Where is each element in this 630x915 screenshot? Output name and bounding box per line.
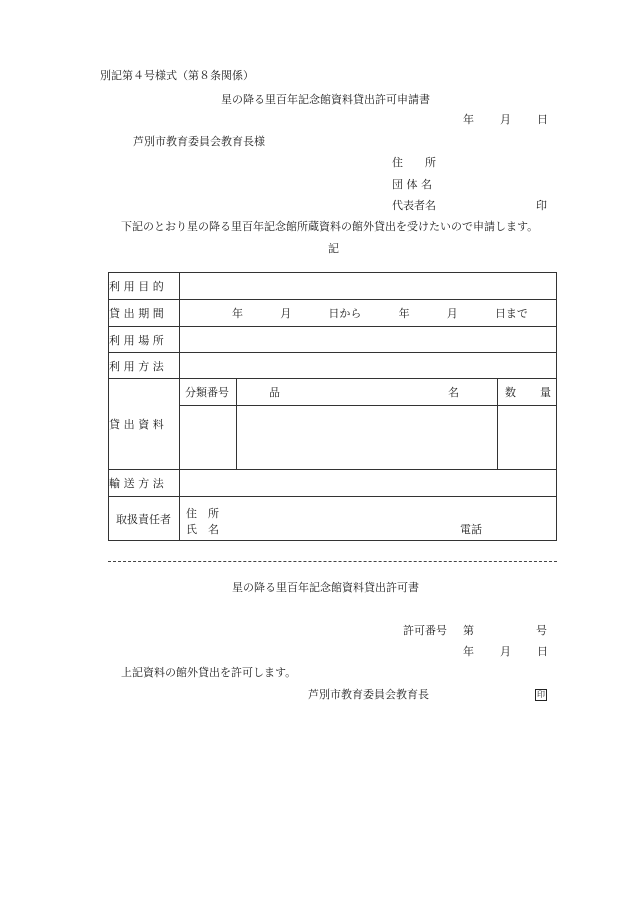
row-place bbox=[109, 327, 557, 353]
materials-code-field[interactable] bbox=[180, 406, 237, 469]
period-end-day: 日まで bbox=[494, 307, 528, 320]
period-start-month: 月 bbox=[280, 307, 292, 320]
period-end-month: 月 bbox=[446, 307, 458, 320]
applicant-rep-label: 代表者名 bbox=[392, 199, 436, 212]
permit-date-month: 月 bbox=[500, 645, 511, 658]
date-day: 日 bbox=[537, 113, 548, 126]
row-method bbox=[109, 353, 557, 379]
responsible-name-label: 氏 名 bbox=[186, 523, 219, 536]
phone-label: 電話 bbox=[460, 523, 482, 536]
form-number: 別記第４号様式（第８条関係） bbox=[100, 69, 254, 82]
addressee: 芦別市教育委員会教育長様 bbox=[133, 135, 265, 148]
date-year: 年 bbox=[463, 113, 474, 126]
row-purpose bbox=[109, 273, 557, 300]
transport-label: 輸送方法 bbox=[109, 470, 180, 497]
period-start-day: 日から bbox=[328, 307, 362, 320]
permit-number-suffix: 号 bbox=[536, 624, 547, 637]
row-period bbox=[109, 300, 557, 327]
period-field[interactable] bbox=[180, 300, 557, 327]
purpose-label: 利用目的 bbox=[109, 273, 180, 300]
permit-seal-icon bbox=[535, 688, 547, 701]
place-label: 利用場所 bbox=[109, 327, 180, 353]
permit-date-year: 年 bbox=[463, 645, 474, 658]
permit-seal: 印 bbox=[537, 690, 545, 699]
place-field[interactable] bbox=[180, 327, 557, 353]
materials-qty-header-1: 数 bbox=[505, 386, 516, 399]
permit-date-day: 日 bbox=[537, 645, 548, 658]
method-label: 利用方法 bbox=[109, 353, 180, 379]
materials-code-header: 分類番号 bbox=[180, 379, 237, 405]
responsible-address-label: 住 所 bbox=[186, 507, 219, 520]
applicant-seal: 印 bbox=[536, 199, 547, 212]
permit-title: 星の降る里百年記念館資料貸出許可書 bbox=[232, 581, 419, 594]
period-label: 貸出期間 bbox=[109, 300, 180, 327]
cut-line bbox=[108, 561, 557, 562]
applicant-group-label: 団 体 名 bbox=[392, 178, 432, 191]
period-end-year: 年 bbox=[398, 307, 410, 320]
materials-name-header-1: 品 bbox=[269, 386, 280, 399]
row-responsible bbox=[109, 497, 557, 541]
row-transport bbox=[109, 470, 557, 497]
period-start-year: 年 bbox=[232, 307, 243, 320]
permit-number-prefix: 第 bbox=[463, 624, 474, 637]
method-field[interactable] bbox=[180, 353, 557, 379]
applicant-address-label: 住 所 bbox=[392, 156, 436, 169]
permit-issuer: 芦別市教育委員会教育長 bbox=[308, 688, 429, 701]
materials-name-header-2: 名 bbox=[448, 386, 459, 399]
permit-number-label: 許可番号 bbox=[403, 624, 447, 637]
materials-name-field[interactable] bbox=[237, 406, 498, 469]
permit-text: 上記資料の館外貸出を許可します。 bbox=[121, 666, 297, 679]
application-table bbox=[108, 272, 557, 541]
responsible-label: 取扱責任者 bbox=[109, 497, 180, 541]
ki-heading: 記 bbox=[328, 242, 339, 255]
row-materials-header bbox=[109, 379, 557, 406]
materials-qty-field[interactable] bbox=[498, 406, 556, 469]
responsible-field[interactable] bbox=[180, 497, 557, 541]
materials-label: 貸出資料 bbox=[109, 379, 180, 470]
request-text: 下記のとおり星の降る里百年記念館所蔵資料の館外貸出を受けたいので申請します。 bbox=[121, 220, 539, 233]
page-title: 星の降る里百年記念館資料貸出許可申請書 bbox=[221, 93, 430, 106]
transport-field[interactable] bbox=[180, 470, 557, 497]
purpose-field[interactable] bbox=[180, 273, 557, 300]
date-month: 月 bbox=[500, 113, 511, 126]
materials-qty-header-2: 量 bbox=[540, 386, 551, 399]
